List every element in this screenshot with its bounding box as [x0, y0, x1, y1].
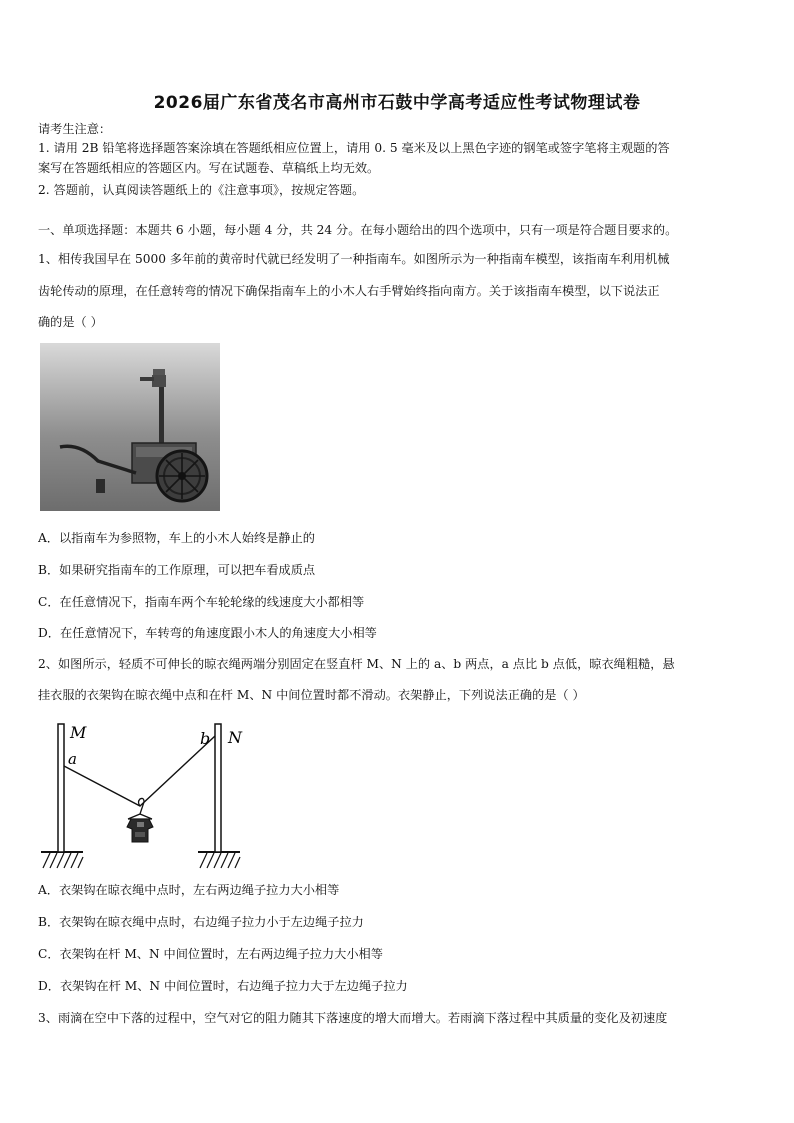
- question-1-option-c: C．在任意情况下，指南车两个车轮轮缘的线速度大小都相等: [38, 595, 365, 609]
- question-2-option-d: D．衣架钩在杆 M、N 中间位置时，右边绳子拉力大于左边绳子拉力: [38, 979, 408, 993]
- question-1-option-d: D．在任意情况下，车转弯的角速度跟小木人的角速度大小相等: [38, 626, 377, 640]
- question-2-option-b: B．衣架钩在晾衣绳中点时，右边绳子拉力小于左边绳子拉力: [38, 915, 364, 929]
- page-title: 2026届广东省茂名市高州市石鼓中学高考适应性考试物理试卷: [153, 93, 641, 113]
- question-1-stem-line-3: 确的是（ ）: [38, 315, 103, 329]
- question-2-option-c: C．衣架钩在杆 M、N 中间位置时，左右两边绳子拉力大小相等: [38, 947, 383, 961]
- notice-item-1-line-1: 1. 请用 2B 铅笔将选择题答案涂填在答题纸相应位置上，请用 0. 5 毫米及以上黑色字迹的钢笔或签字笔将主观题的答: [38, 141, 670, 155]
- notice-heading: 请考生注意：: [38, 122, 112, 136]
- notice-item-2: 2. 答题前，认真阅读答题纸上的《注意事项》，按规定答题。: [38, 183, 365, 197]
- question-2-stem-line-1: 2、如图所示，轻质不可伸长的晾衣绳两端分别固定在竖直杆 M、N 上的 a、b 两点，a 点比 b 点低，晾衣绳粗糙，悬: [38, 657, 675, 671]
- question-2-stem-line-2: 挂衣服的衣架钩在晾衣绳中点和在杆 M、N 中间位置时都不滑动。衣架静止，下列说法正确的是（ ）: [38, 688, 585, 702]
- left-ground-hatch: [41, 852, 83, 868]
- question-1-option-b: B．如果研究指南车的工作原理，可以把车看成质点: [38, 563, 316, 577]
- label-b: b: [200, 729, 211, 748]
- label-n: N: [228, 728, 242, 747]
- question-3-stem-line-1: 3、雨滴在空中下落的过程中，空气对它的阻力随其下落速度的增大而增大。若雨滴下落过程中其质量的变化及初速度: [38, 1011, 668, 1025]
- shirt-icon: [127, 819, 153, 842]
- section-heading: 一、单项选择题：本题共 6 小题，每小题 4 分，共 24 分。在每小题给出的四个选项中，只有一项是符合题目要求的。: [38, 223, 678, 237]
- question-1-stem-line-2: 齿轮传动的原理，在任意转弯的情况下确保指南车上的小木人右手臂始终指向南方。关于该指南车模型，以下说法正: [38, 284, 660, 298]
- question-2-option-a: A．衣架钩在晾衣绳中点时，左右两边绳子拉力大小相等: [38, 883, 340, 897]
- notice-item-1-line-2: 案写在答题纸相应的答题区内。写在试题卷、草稿纸上均无效。: [38, 161, 380, 175]
- south-pointing-chariot-photo: [40, 343, 220, 511]
- clothesline-diagram: [38, 718, 248, 870]
- right-ground-hatch: [198, 852, 240, 868]
- question-1-stem-line-1: 1、相传我国早在 5000 多年前的黄帝时代就已经发明了一种指南车。如图所示为一种指南车模型，该指南车利用机械: [38, 252, 670, 266]
- pole-n: [215, 724, 221, 852]
- question-1-option-a: A．以指南车为参照物，车上的小木人始终是静止的: [38, 531, 315, 545]
- clothesline-rope: [64, 736, 215, 806]
- label-m: M: [70, 723, 87, 742]
- pole-m: [58, 724, 64, 852]
- label-a: a: [68, 750, 77, 768]
